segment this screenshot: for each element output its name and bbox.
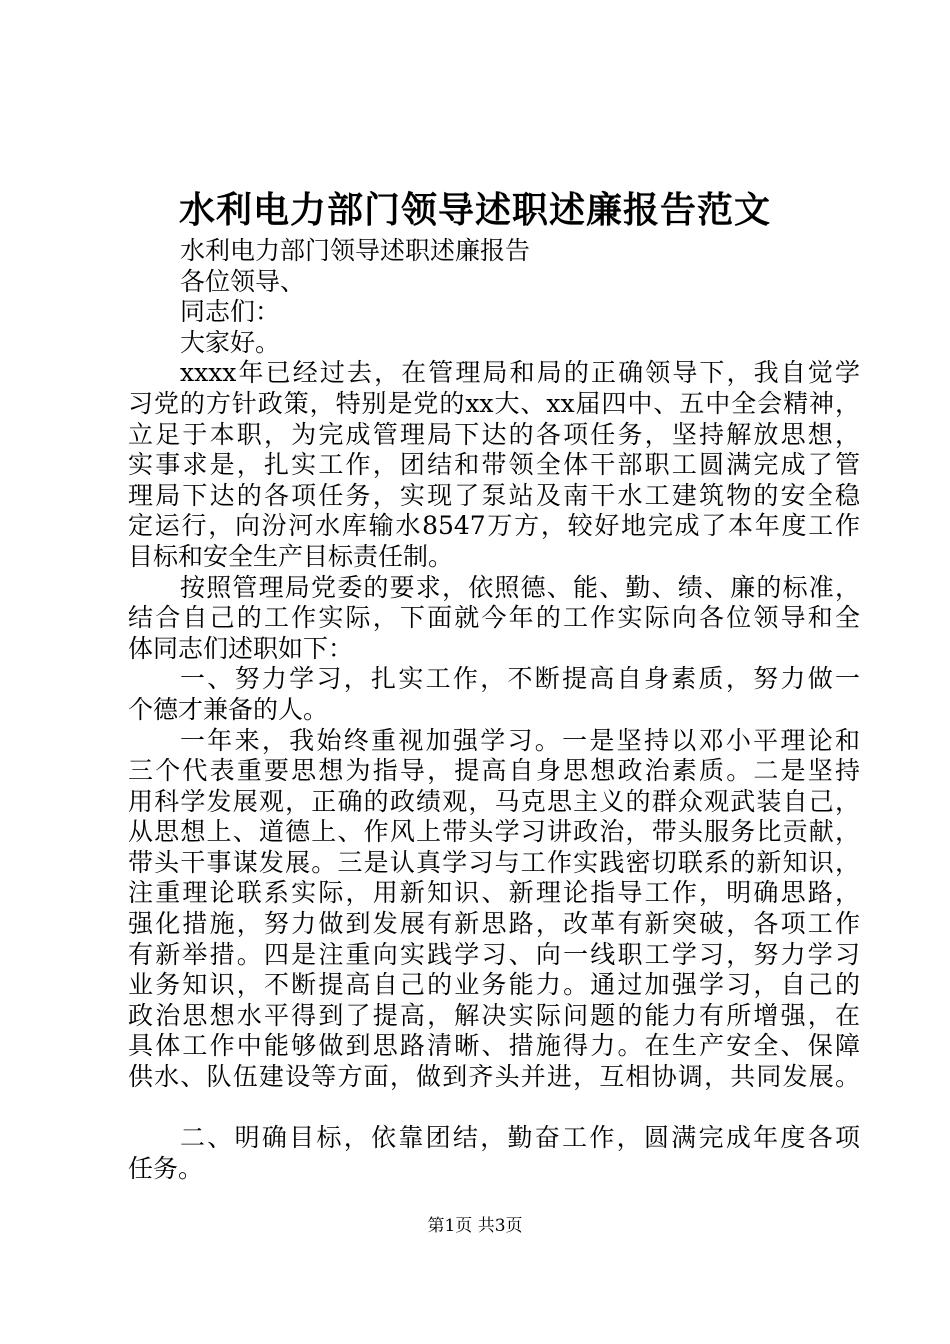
body-line: 理局下达的各项任务，实现了泵站及南干水工建筑物的安全稳 <box>128 480 860 510</box>
body-line: 按照管理局党委的要求，依照德、能、勤、绩、廉的标准， <box>180 572 860 602</box>
body-line: 三个代表重要思想为指导，提高自身思想政治素质。二是坚持 <box>128 756 860 786</box>
body-line: 任务。 <box>128 1153 204 1183</box>
body-line: 目标和安全生产目标责任制。 <box>128 541 454 571</box>
body-line: 注重理论联系实际，用新知识、新理论指导工作，明确思路， <box>128 878 860 908</box>
body-line: 个德才兼备的人。 <box>128 694 329 724</box>
body-line: 水利电力部门领导述职述廉报告 <box>180 236 531 265</box>
document-title: 水利电力部门领导述职述廉报告范文 <box>178 189 771 231</box>
body-line: 立足于本职，为完成管理局下达的各项任务，坚持解放思想， <box>128 419 860 449</box>
body-line: 习党的方针政策，特别是党的xx大、xx届四中、五中全会精神， <box>128 388 860 418</box>
page-footer: 第1页 共3页 <box>427 1216 523 1236</box>
body-line: 同志们： <box>180 297 281 327</box>
body-line: 有新举措。四是注重向实践学习、向一线职工学习，努力学习 <box>128 939 860 969</box>
body-line: 实事求是，扎实工作，团结和带领全体干部职工圆满完成了管 <box>128 450 860 480</box>
body-line: 强化措施，努力做到发展有新思路，改革有新突破，各项工作 <box>128 909 860 939</box>
body-line: 二、明确目标，依靠团结，勤奋工作，圆满完成年度各项 <box>180 1123 860 1153</box>
body-line: 具体工作中能够做到思路清晰、措施得力。在生产安全、保障 <box>128 1031 860 1061</box>
body-line: 定运行，向汾河水库输水8547万方，较好地完成了本年度工作 <box>128 511 860 541</box>
body-line: 政治思想水平得到了提高，解决实际问题的能力有所增强，在 <box>128 1000 860 1030</box>
document-body <box>128 236 860 1184</box>
body-line: 从思想上、道德上、作风上带头学习讲政治，带头服务比贡献， <box>128 817 860 847</box>
body-line: 一年来，我始终重视加强学习。一是坚持以邓小平理论和 <box>180 725 860 755</box>
body-line: 用科学发展观，正确的政绩观，马克思主义的群众观武装自己， <box>128 786 860 816</box>
body-line: 带头干事谋发展。三是认真学习与工作实践密切联系的新知识， <box>128 847 860 877</box>
body-line: 业务知识，不断提高自己的业务能力。通过加强学习，自己的 <box>128 970 860 1000</box>
body-line: 体同志们述职如下： <box>128 633 354 663</box>
body-line: 供水、队伍建设等方面，做到齐头并进，互相协调，共同发展。 <box>128 1062 860 1092</box>
body-line: 结合自己的工作实际，下面就今年的工作实际向各位领导和全 <box>128 603 860 633</box>
body-line: 各位领导、 <box>180 266 306 296</box>
body-line: xxxx年已经过去，在管理局和局的正确领导下，我自觉学 <box>180 358 860 388</box>
blank-line <box>128 1093 860 1124</box>
body-line: 大家好。 <box>180 327 281 357</box>
body-line: 一、努力学习，扎实工作，不断提高自身素质，努力做一 <box>180 664 860 694</box>
